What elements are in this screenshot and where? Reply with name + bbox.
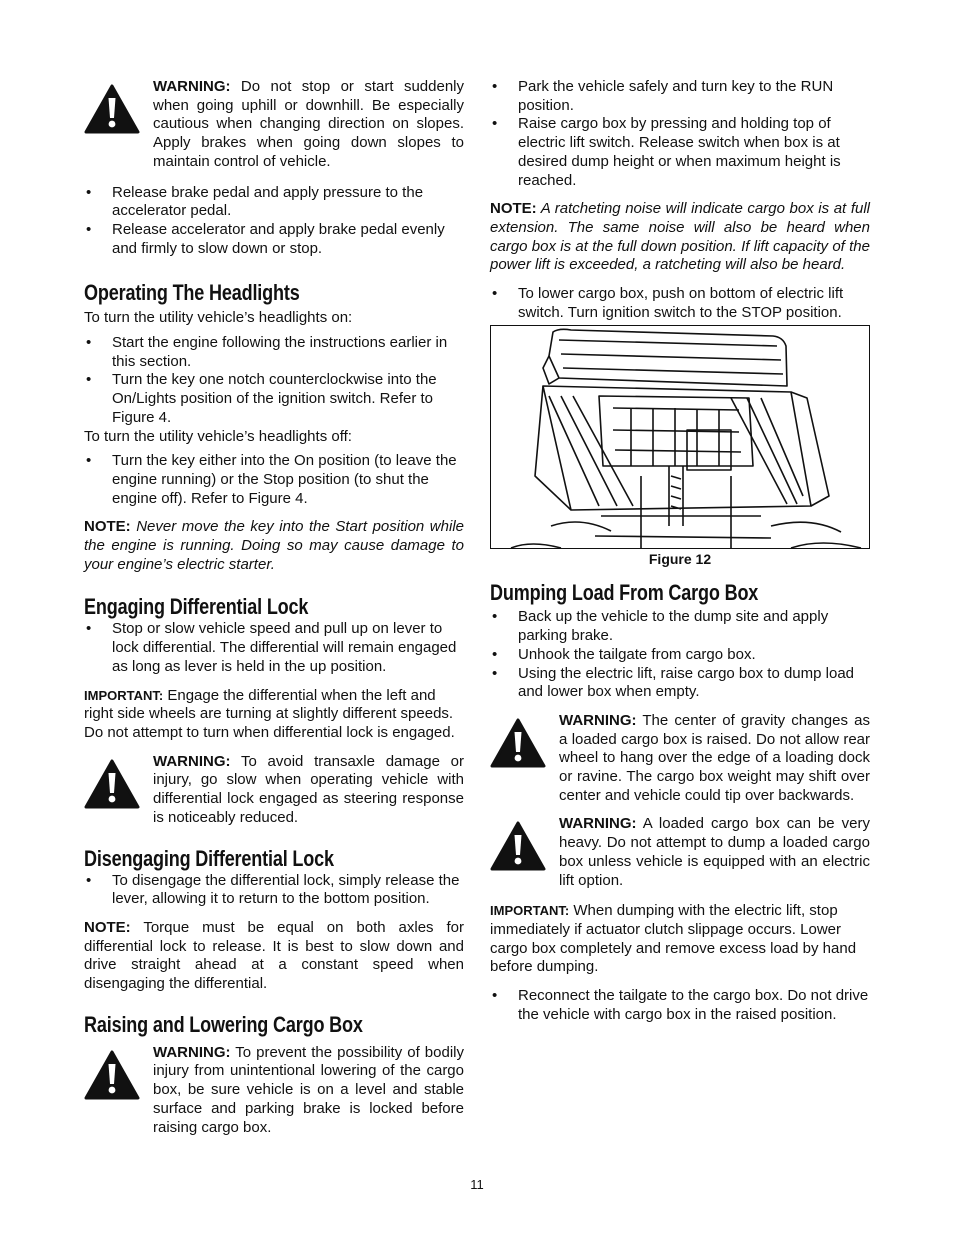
important-paragraph: IMPORTANT: When dumping with the electric lift, stop immediately if actuator clutch slippage occurs. Lower cargo box completely and remove excess load by hand before dumping. [490,902,857,976]
important-paragraph: IMPORTANT: Engage the differential when the left and right side wheels are turning at slightly different speeds. Do not attempt to turn when differential lock is engaged. [84,686,455,741]
figure-12-cargo-box-illustration [490,325,870,549]
list-item: • Stop or slow vehicle speed and pull up on lever to lock differential. The differential will remain engaged as long as lever is held in the up position. [84,620,464,676]
paragraph: To turn the utility vehicle’s headlights on: [84,309,353,327]
warning-text: WARNING: The center of gravity changes as a loaded cargo box is raised. Do not allow rear wheel to hang over the edge of a loading dock or ravine. The cargo box weight may shift over center and vehicle could tip over backwards. [559,711,870,804]
warning-text: WARNING: To prevent the possibility of bodily injury from unintentional lowering of the cargo box, be sure vehicle is on a level and stable surface and parking brake is locked before raising cargo box. [153,1043,464,1136]
warning-triangle-icon [84,1044,153,1100]
list-item: • Turn the key one notch counterclockwise into the On/Lights position of the ignition switch. Refer to Figure 4. [84,371,464,427]
section-heading-cargo-box: Raising and Lowering Cargo Box [84,1011,363,1037]
cargo-box-drawing [491,326,869,548]
section-heading-disengaging-diff-lock: Disengaging Differential Lock [84,845,334,871]
warning-block-heavy-load [490,815,870,890]
note-paragraph: NOTE: Never move the key into the Start position while the engine is running. Doing so may cause damage to your engine’s electric starter. [84,518,464,573]
warning-text: WARNING: Do not stop or start suddenly when going uphill or downhill. Be especially cautious when changing direction on slopes. Apply brakes when going down slopes to maintain control of vehicle. [153,78,464,170]
warning-triangle-icon [84,753,153,809]
list-item: • Unhook the tailgate from cargo box. [490,646,870,665]
list-item: • Reconnect the tailgate to the cargo box. Do not drive the vehicle with cargo box in the raised position. [490,987,870,1024]
warning-block-cargo [84,1044,464,1138]
list-item: • Release accelerator and apply brake pedal evenly and firmly to slow down or stop. [84,221,464,258]
warning-triangle-icon [490,815,559,871]
warning-triangle-icon [84,78,153,134]
warning-block-transaxle [84,753,464,828]
section-heading-headlights: Operating The Headlights [84,280,300,306]
right-column [490,78,870,1025]
page-number: 11 [470,1177,484,1192]
list-item: • To lower cargo box, push on bottom of electric lift switch. Turn ignition switch to the STOP position. [490,285,870,322]
list-item: • Back up the vehicle to the dump site and apply parking brake. [490,608,870,645]
section-heading-engaging-diff-lock: Engaging Differential Lock [84,594,309,620]
warning-triangle-icon [490,712,559,768]
paragraph: To turn the utility vehicle’s headlights off: [84,427,352,445]
list-item: • To disengage the differential lock, simply release the lever, allowing it to return to the bottom position. [84,872,464,909]
list-item: • Raise cargo box by pressing and holding top of electric lift switch. Release switch when box is at desired dump height or when maximum height is reached. [490,115,870,190]
left-column [84,78,464,1137]
list-item: • Park the vehicle safely and turn key to the RUN position. [490,78,870,115]
section-heading-dumping-load: Dumping Load From Cargo Box [490,580,759,606]
list-item: • Turn the key either into the On position (to leave the engine running) or the Stop position (to shut the engine off). Refer to Figure 4. [84,452,464,508]
figure-caption: Figure 12 [648,551,712,568]
warning-text: WARNING: To avoid transaxle damage or injury, go slow when operating vehicle with differential lock engaged as steering response is noticeably reduced. [153,752,464,826]
note-paragraph: NOTE: Torque must be equal on both axles for differential lock to release. It is best to slow down and drive straight ahead at a constant speed when disengaging the differential. [84,918,464,993]
warning-block-slopes [84,78,464,172]
warning-text: WARNING: A loaded cargo box can be very heavy. Do not attempt to dump a loaded cargo box unless vehicle is equipped with an electric lift option. [559,815,870,889]
list-item: • Start the engine following the instructions earlier in this section. [84,334,464,371]
list-item: • Release brake pedal and apply pressure to the accelerator pedal. [84,184,464,221]
note-paragraph: NOTE: A ratcheting noise will indicate cargo box is at full extension. The same noise will also be heard when cargo box is at the full down position. If lift capacity of the power lift is exceeded, a ratcheting will also be heard. [490,200,870,274]
warning-block-center-of-gravity [490,712,870,806]
list-item: • Using the electric lift, raise cargo box to dump load and lower box when empty. [490,665,870,702]
